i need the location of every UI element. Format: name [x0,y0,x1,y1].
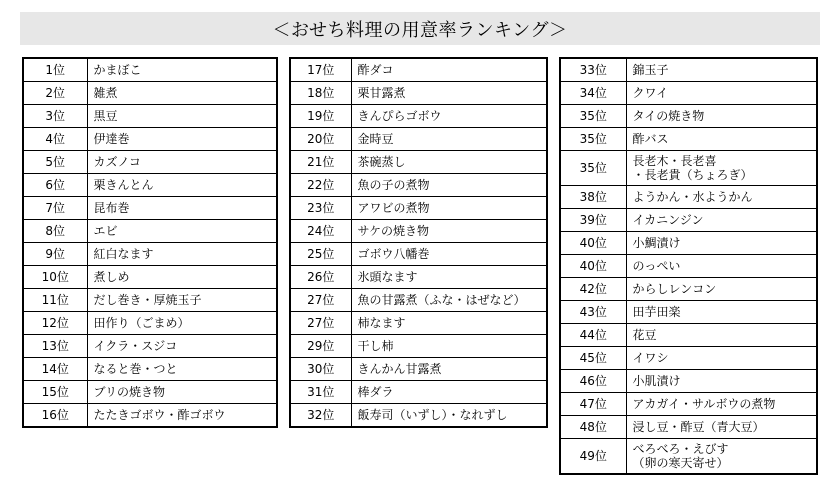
dish-name-cell: 煮しめ [87,266,277,289]
dish-name-cell: 栗きんとん [87,174,277,197]
rank-cell: 25位 [290,243,351,266]
rank-cell: 27位 [290,289,351,312]
dish-name-cell: 干し柿 [351,335,547,358]
rank-cell: 35位 [560,128,626,151]
dish-name-cell: 伊達巻 [87,128,277,151]
ranking-table-1 [22,57,278,428]
dish-name-cell: きんかん甘露煮 [351,358,547,381]
table-row [23,128,277,151]
dish-name-line-2: （卵の寒天寄せ） [632,456,729,470]
dish-name-cell: きんぴらゴボウ [351,105,547,128]
rank-cell: 48位 [560,416,626,439]
rank-cell: 12位 [23,312,87,335]
rank-cell: 13位 [23,335,87,358]
rank-cell: 5位 [23,151,87,174]
rank-cell: 6位 [23,174,87,197]
table-row [290,358,547,381]
rank-cell: 23位 [290,197,351,220]
dish-name-cell: カズノコ [87,151,277,174]
rank-cell: 35位 [560,151,626,186]
rank-cell: 31位 [290,381,351,404]
rank-cell: 47位 [560,393,626,416]
rank-cell: 16位 [23,404,87,428]
table-row [560,128,817,151]
dish-name-cell: ブリの焼き物 [87,381,277,404]
dish-name-cell [626,151,817,186]
table-row [23,358,277,381]
rank-cell: 30位 [290,358,351,381]
rank-cell: 20位 [290,128,351,151]
rank-cell: 40位 [560,232,626,255]
dish-name-cell: 浸し豆・酢豆（青大豆） [626,416,817,439]
rank-cell: 17位 [290,58,351,82]
table-row [290,289,547,312]
rank-cell: 38位 [560,186,626,209]
table-row [560,58,817,82]
dish-name-cell: イカニンジン [626,209,817,232]
table-row [560,186,817,209]
table-row [23,82,277,105]
table-row [290,151,547,174]
dish-name-cell: イワシ [626,347,817,370]
table-row [560,151,817,186]
dish-name-cell: たたきゴボウ・酢ゴボウ [87,404,277,428]
dish-name-cell: タイの焼き物 [626,105,817,128]
rank-cell: 34位 [560,82,626,105]
rank-cell: 45位 [560,347,626,370]
table-row [290,404,547,428]
table-row [560,370,817,393]
table-row [23,220,277,243]
rank-cell: 8位 [23,220,87,243]
dish-name-cell: 紅白なます [87,243,277,266]
table-row [290,220,547,243]
table-row [290,105,547,128]
dish-name-cell: ようかん・水ようかん [626,186,817,209]
dish-name-cell: 昆布巻 [87,197,277,220]
table-row [23,335,277,358]
table-row [23,243,277,266]
rank-cell: 19位 [290,105,351,128]
dish-name-cell: 魚の子の煮物 [351,174,547,197]
rank-cell: 33位 [560,58,626,82]
dish-name-cell: ゴボウ八幡巻 [351,243,547,266]
rank-cell: 22位 [290,174,351,197]
dish-name-cell: のっぺい [626,255,817,278]
rank-cell: 15位 [23,381,87,404]
table-row [560,82,817,105]
rank-cell: 7位 [23,197,87,220]
table-row [23,105,277,128]
table-row [560,439,817,475]
dish-name-cell: アカガイ・サルボウの煮物 [626,393,817,416]
dish-name-cell: 酢バス [626,128,817,151]
table-row [560,347,817,370]
table-row [290,197,547,220]
dish-name-cell: からしレンコン [626,278,817,301]
rank-cell: 39位 [560,209,626,232]
rank-cell: 32位 [290,404,351,428]
dish-name-cell: だし巻き・厚焼玉子 [87,289,277,312]
rank-cell: 24位 [290,220,351,243]
dish-name-cell: なると巻・つと [87,358,277,381]
dish-name-cell: 氷頭なます [351,266,547,289]
dish-name-cell: 飯寿司（いずし）・なれずし [351,404,547,428]
dish-name-cell: 茶碗蒸し [351,151,547,174]
rank-cell: 10位 [23,266,87,289]
rank-cell: 49位 [560,439,626,475]
rank-cell: 4位 [23,128,87,151]
dish-name-cell: 田作り（ごまめ） [87,312,277,335]
table-row [23,58,277,82]
table-row [23,266,277,289]
dish-name-cell: 花豆 [626,324,817,347]
rank-cell: 1位 [23,58,87,82]
dish-name-cell: 小鯛漬け [626,232,817,255]
table-row [23,404,277,428]
dish-name-cell: 棒ダラ [351,381,547,404]
rank-cell: 43位 [560,301,626,324]
rank-cell: 44位 [560,324,626,347]
table-row [560,416,817,439]
rank-cell: 29位 [290,335,351,358]
rank-cell: 40位 [560,255,626,278]
rank-cell: 46位 [560,370,626,393]
rank-cell: 26位 [290,266,351,289]
dish-name-cell: 酢ダコ [351,58,547,82]
table-row [23,151,277,174]
table-row [290,312,547,335]
dish-name-line-1: 長老木・長老喜 [632,154,717,168]
table-row [290,243,547,266]
table-row [23,381,277,404]
dish-name-cell [626,439,817,475]
dish-name-cell: 柿なます [351,312,547,335]
rank-cell: 42位 [560,278,626,301]
table-row [23,289,277,312]
table-row [560,301,817,324]
table-row [290,335,547,358]
table-row [560,105,817,128]
dish-name-cell: サケの焼き物 [351,220,547,243]
table-row [23,312,277,335]
table-row [290,381,547,404]
table-row [560,209,817,232]
dish-name-cell: 雑煮 [87,82,277,105]
table-row [23,197,277,220]
table-row [290,58,547,82]
dish-name-cell: 錦玉子 [626,58,817,82]
dish-name-cell: かまぼこ [87,58,277,82]
rank-cell: 11位 [23,289,87,312]
table-row [560,232,817,255]
dish-name-cell: 黒豆 [87,105,277,128]
dish-name-cell: 小肌漬け [626,370,817,393]
ranking-table-3 [559,57,818,475]
dish-name-cell: 魚の甘露煮（ふな・はぜなど） [351,289,547,312]
dish-name-line-1: べろべろ・えびす [632,442,729,456]
rank-cell: 18位 [290,82,351,105]
dish-name-cell: エビ [87,220,277,243]
table-row [290,82,547,105]
rank-cell: 27位 [290,312,351,335]
title-bar [20,12,820,45]
rank-cell: 35位 [560,105,626,128]
rank-cell: 9位 [23,243,87,266]
dish-name-cell: アワビの煮物 [351,197,547,220]
table-row [560,324,817,347]
dish-name-cell: クワイ [626,82,817,105]
rank-cell: 3位 [23,105,87,128]
table-row [560,393,817,416]
dish-name-cell: 栗甘露煮 [351,82,547,105]
ranking-table-2 [289,57,548,428]
rank-cell: 21位 [290,151,351,174]
dish-name-cell: 田芋田楽 [626,301,817,324]
table-row [560,255,817,278]
table-row [290,266,547,289]
table-row [23,174,277,197]
rank-cell: 2位 [23,82,87,105]
dish-name-cell: 金時豆 [351,128,547,151]
table-row [290,128,547,151]
dish-name-line-2: ・長老貴（ちょろぎ） [632,168,753,182]
page-title: ＜おせち料理の用意率ランキング＞ [272,19,568,41]
rank-cell: 14位 [23,358,87,381]
table-row [290,174,547,197]
table-row [560,278,817,301]
dish-name-cell: イクラ・スジコ [87,335,277,358]
